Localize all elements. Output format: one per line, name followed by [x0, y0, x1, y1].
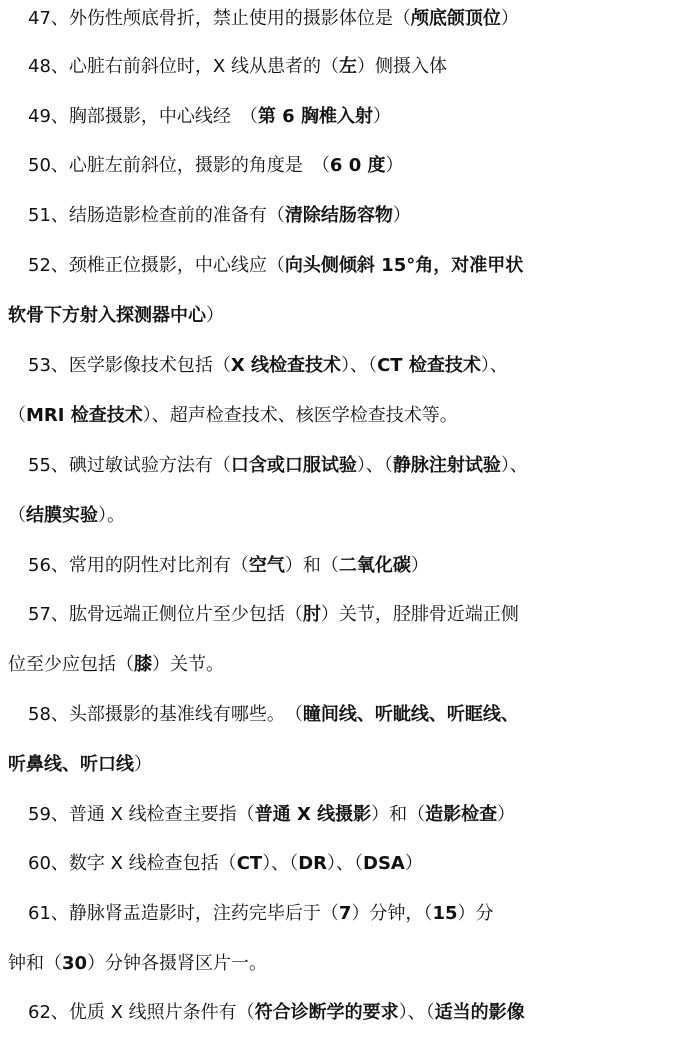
- answer-text: 7: [338, 903, 352, 924]
- question-51: [0, 191, 682, 241]
- question-text: 57、肱骨远端正侧位片至少包括（: [28, 604, 303, 625]
- question-58-continued: [0, 740, 682, 790]
- question-text: ）、: [500, 455, 528, 476]
- question-50: [0, 141, 682, 191]
- answer-text: 结膜实验: [26, 505, 98, 526]
- question-58: [0, 690, 682, 740]
- answer-text: 二氧化碳: [338, 555, 411, 576]
- question-text: ）、（: [341, 355, 378, 376]
- question-text: ）: [500, 8, 519, 29]
- question-text: ）和（: [284, 555, 339, 576]
- answer-text: 清除结肠容物: [284, 205, 393, 226]
- answer-text: DSA: [363, 853, 405, 874]
- question-text: ）分钟各摄肾区片一。: [87, 953, 268, 974]
- question-text: （: [8, 505, 26, 526]
- question-text: 钟和（: [8, 953, 62, 974]
- question-text: ）、: [480, 355, 508, 376]
- question-52-continued: [0, 291, 682, 341]
- answer-text: 静脉注射试验: [392, 455, 501, 476]
- question-text: 47、外伤性颅底骨折，禁止使用的摄影体位是（: [28, 8, 411, 29]
- answer-text: 15: [432, 903, 458, 924]
- answer-text: 向头侧倾斜 15°角，对准甲状: [284, 255, 524, 276]
- answer-text: 符合诊断学的要求: [254, 1002, 399, 1023]
- question-text: 58、头部摄影的基准线有哪些。 （: [28, 704, 303, 725]
- answer-text: X 线检查技术: [230, 355, 342, 376]
- answer-text: 左: [338, 56, 357, 77]
- question-text: 53、医学影像技术包括（: [28, 355, 231, 376]
- question-57: [0, 590, 682, 640]
- question-text: ）: [372, 106, 391, 127]
- question-text: ）、超声检查技术、核医学检查技术等。: [142, 405, 458, 426]
- question-text: 49、胸部摄影，中心线经 （: [28, 106, 258, 127]
- question-text: ）、（: [327, 853, 363, 874]
- question-text: 50、心脏左前斜位，摄影的角度是 （: [28, 155, 330, 176]
- question-55-continued: [0, 491, 682, 541]
- answer-text: 造影检查: [425, 804, 498, 825]
- question-text: ）: [410, 555, 429, 576]
- question-text: ）关节。: [152, 654, 224, 675]
- answer-text: 软骨下方射入探测器中心: [8, 305, 206, 326]
- question-text: 61、静脉肾盂造影时，注药完毕后于（: [28, 903, 339, 924]
- answer-text: 普通 X 线摄影: [254, 804, 372, 825]
- question-59: [0, 790, 682, 840]
- question-60: [0, 839, 682, 889]
- answer-text: 口含或口服试验: [230, 455, 357, 476]
- answer-text: 6 0 度: [329, 155, 386, 176]
- question-text: ）、（: [398, 1002, 435, 1023]
- question-text: ）、（: [356, 455, 393, 476]
- question-text: ）: [497, 804, 516, 825]
- question-49: [0, 92, 682, 142]
- question-text: 51、结肠造影检查前的准备有（: [28, 205, 285, 226]
- question-text: 48、心脏右前斜位时，X 线从患者的（: [28, 56, 339, 77]
- answer-text: 膝: [134, 654, 152, 675]
- question-text: 55、碘过敏试验方法有（: [28, 455, 231, 476]
- question-text: 52、颈椎正位摄影，中心线应（: [28, 255, 285, 276]
- answer-text: CT 检查技术: [377, 355, 481, 376]
- answer-text: 肘: [302, 604, 321, 625]
- answer-text: 瞳间线、听眦线、听眶线、: [302, 704, 519, 725]
- answer-text: 颅底颌顶位: [410, 8, 501, 29]
- question-61: [0, 889, 682, 939]
- answer-text: 听鼻线、听口线: [8, 754, 134, 775]
- question-text: ）: [134, 754, 152, 775]
- question-text: 62、优质 X 线照片条件有（: [28, 1002, 255, 1023]
- question-53-continued: [0, 391, 682, 441]
- question-text: 60、数字 X 线检查包括（: [28, 853, 237, 874]
- question-text: （: [8, 405, 26, 426]
- question-text: ）关节，胫腓骨近端正侧: [320, 604, 519, 625]
- question-text: ）侧摄入体: [356, 56, 447, 77]
- question-text: 59、普通 X 线检查主要指（: [28, 804, 255, 825]
- question-57-continued: [0, 640, 682, 690]
- question-61-continued: [0, 939, 682, 989]
- question-text: ）: [385, 155, 404, 176]
- answer-text: MRI 检查技术: [26, 405, 143, 426]
- question-56: [0, 541, 682, 591]
- question-55: [0, 441, 682, 491]
- question-62: [0, 988, 682, 1038]
- question-text: ）。: [98, 505, 125, 526]
- answer-text: 适当的影像: [434, 1002, 525, 1023]
- question-text: ）: [392, 205, 411, 226]
- question-text: ）: [404, 853, 423, 874]
- question-text: ）、（: [262, 853, 299, 874]
- question-48: [0, 42, 682, 92]
- answer-text: 30: [62, 953, 88, 974]
- answer-text: 空气: [248, 555, 285, 576]
- question-text: 位至少应包括（: [8, 654, 134, 675]
- answer-text: 第 6 胸椎入射: [257, 106, 373, 127]
- question-text: ）: [206, 305, 224, 326]
- answer-text: CT: [236, 853, 263, 874]
- question-53: [0, 341, 682, 391]
- question-text: ）分钟，（: [351, 903, 433, 924]
- question-52: [0, 241, 682, 291]
- question-text: 56、常用的阴性对比剂有（: [28, 555, 249, 576]
- question-text: ）和（: [371, 804, 426, 825]
- answer-text: DR: [298, 853, 327, 874]
- question-47: [0, 0, 682, 44]
- question-text: ）分: [457, 903, 494, 924]
